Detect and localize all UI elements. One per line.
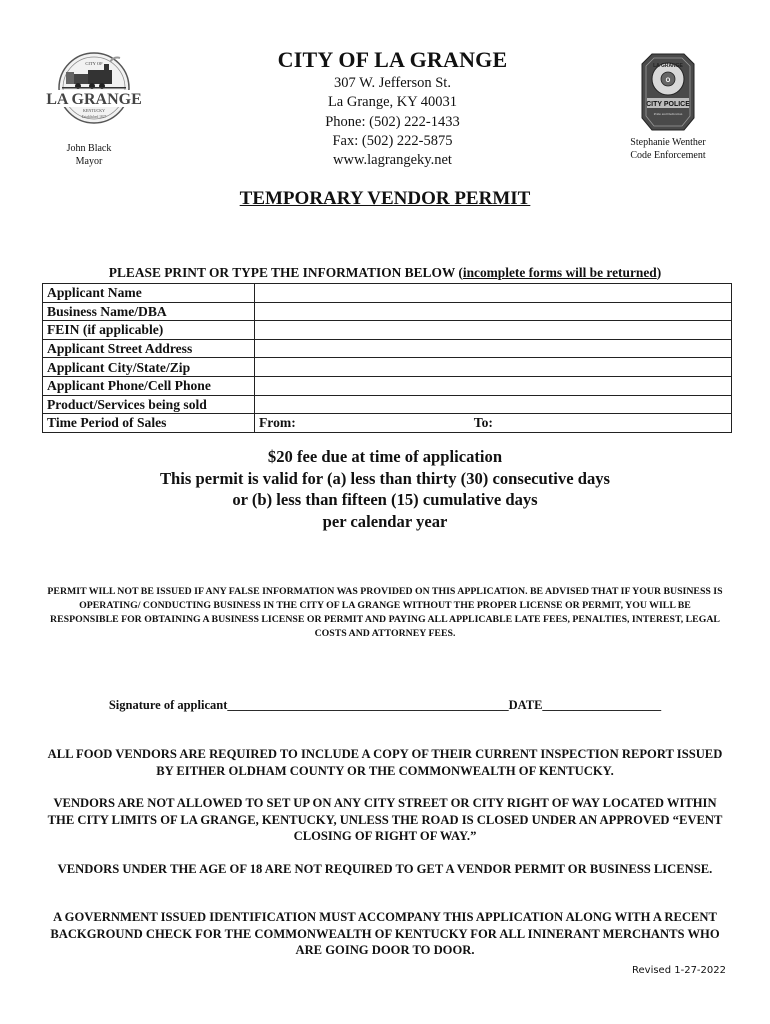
mayor-caption	[40, 142, 138, 168]
field-label: Product/Services being sold	[43, 395, 255, 414]
svg-text:Pride and Dedication: Pride and Dedication	[653, 112, 683, 116]
field-label: Applicant Phone/Cell Phone	[43, 376, 255, 395]
right-of-way-notice: VENDORS ARE NOT ALLOWED TO SET UP ON ANY CITY STREET OR CITY RIGHT OF WAY LOCATED WITHIN THE CITY LIMITS OF LA GRANGE, KENTUCKY, UNLESS THE ROAD IS CLOSED UNDER AN APPROVED “EVENT CLOSING OF RIGHT OF WAY.”	[47, 796, 723, 843]
field-label: Applicant Name	[43, 284, 255, 303]
validity-line: per calendar year	[322, 511, 448, 531]
phone-number: Phone: (502) 222-1433	[325, 113, 460, 130]
fee-info	[40, 446, 730, 532]
city-state-zip: La Grange, KY 40031	[327, 94, 458, 111]
table-row	[43, 321, 732, 340]
field-label: FEIN (if applicable)	[43, 321, 255, 340]
fein-field[interactable]	[255, 321, 732, 340]
form-instruction	[40, 265, 730, 281]
time-period-field[interactable]	[255, 414, 732, 433]
code-enforcement-title: Code Enforcement	[630, 150, 706, 161]
identification-notice: A GOVERNMENT ISSUED IDENTIFICATION MUST ACCOMPANY THIS APPLICATION ALONG WITH A RECENT BACKGROUND CHECK FOR THE COMMONWEALTH OF KENTUCKY FOR ALL ININERANT MERCHANTS WHO ARE GOING DOOR TO DOOR.	[50, 910, 720, 957]
table-row	[43, 376, 732, 395]
field-label: Time Period of Sales	[43, 414, 255, 433]
field-label: Applicant City/State/Zip	[43, 358, 255, 377]
fax-number: Fax: (502) 222-5875	[332, 132, 453, 149]
table-row	[43, 284, 732, 303]
website: www.lagrangeky.net	[333, 152, 452, 169]
from-label: From:	[259, 415, 296, 431]
code-enforcement-caption	[612, 136, 724, 162]
svg-text:CITY OF: CITY OF	[85, 61, 103, 66]
svg-text:LA GRANGE: LA GRANGE	[653, 63, 683, 69]
police-badge-logo	[638, 52, 698, 132]
validity-line: or (b) less than fifteen (15) cumulative days	[232, 490, 538, 509]
instruction-tail: )	[656, 265, 662, 280]
mayor-title: Mayor	[75, 156, 103, 167]
signature-line[interactable]: Signature of applicant_____________________________________________DATE___________________	[108, 698, 662, 712]
svg-text:O: O	[665, 78, 671, 84]
svg-text:Established 1827: Established 1827	[81, 115, 107, 119]
instruction-underlined: incomplete forms will be returned	[462, 265, 657, 280]
false-info-warning: PERMIT WILL NOT BE ISSUED IF ANY FALSE INFORMATION WAS PROVIDED ON THIS APPLICATION. BE ADVISED THAT IF YOUR BUSINESS IS OPERATING/ CONDUCTING BUSINESS IN THE CITY OF LA GRANGE WITHOUT THE PROPER LICENSE OR PERMIT, YOU WILL BE RESPONSIBLE FOR OBTAINING A BUSINESS LICENSE OR PERMIT AND PAYING ALL APPLICABLE LATE FEES, PENALTIES, INTEREST, LEGAL COSTS AND ATTORNEY FEES.	[47, 586, 723, 639]
applicant-info-table	[42, 283, 732, 433]
business-name-field[interactable]	[255, 302, 732, 321]
fee-line: $20 fee due at time of application	[267, 447, 503, 466]
svg-text:CITY POLICE: CITY POLICE	[646, 101, 690, 108]
table-row	[43, 395, 732, 414]
table-row	[43, 302, 732, 321]
street-address: 307 W. Jefferson St.	[334, 75, 451, 91]
food-vendor-notice: ALL FOOD VENDORS ARE REQUIRED TO INCLUDE A COPY OF THEIR CURRENT INSPECTION REPORT ISSUED BY EITHER OLDHAM COUNTY OR THE COMMONWEALTH OF KENTUCKY.	[47, 747, 723, 778]
to-label: To:	[473, 415, 493, 431]
city-seal-logo	[44, 50, 144, 134]
mayor-name: John Black	[66, 143, 112, 154]
svg-text:KENTUCKY: KENTUCKY	[83, 108, 105, 113]
svg-text:LA GRANGE: LA GRANGE	[46, 91, 142, 108]
table-row	[43, 339, 732, 358]
age-notice: VENDORS UNDER THE AGE OF 18 ARE NOT REQUIRED TO GET A VENDOR PERMIT OR BUSINESS LICENSE.	[57, 862, 713, 876]
instruction-lead: PLEASE PRINT OR TYPE THE INFORMATION BELOW (	[108, 265, 463, 280]
city-state-zip-field[interactable]	[255, 358, 732, 377]
field-label: Applicant Street Address	[43, 339, 255, 358]
products-services-field[interactable]	[255, 395, 732, 414]
table-row	[43, 414, 732, 433]
letterhead	[200, 46, 585, 170]
validity-line: This permit is valid for (a) less than thirty (30) consecutive days	[159, 468, 611, 488]
street-address-field[interactable]	[255, 339, 732, 358]
document-title: TEMPORARY VENDOR PERMIT	[239, 188, 531, 209]
code-enforcement-name: Stephanie Wenther	[630, 137, 706, 148]
revision-date: Revised 1-27-2022	[632, 965, 726, 976]
city-name: CITY OF LA GRANGE	[277, 47, 508, 72]
applicant-name-field[interactable]	[255, 284, 732, 303]
phone-field[interactable]	[255, 376, 732, 395]
table-row	[43, 358, 732, 377]
field-label: Business Name/DBA	[43, 302, 255, 321]
